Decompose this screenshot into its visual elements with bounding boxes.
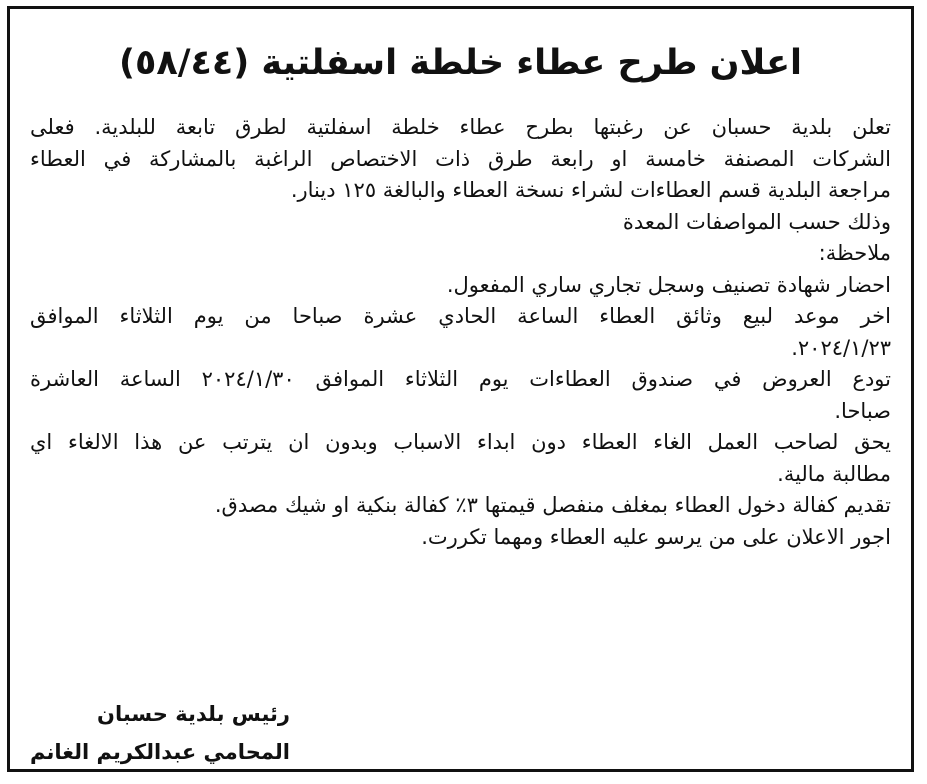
body-line-note-heading: ملاحظة: [818, 241, 891, 265]
body-line-deadline-date: ٢٠٢٤/١/٢٣. [791, 335, 891, 360]
signature-name: المحامي عبدالكريم الغانم [30, 740, 290, 764]
signature-block [30, 695, 290, 771]
signature-position: رئيس بلدية حسبان [97, 702, 290, 726]
body-line-guarantee: تقديم كفالة دخول العطاء بمغلف منفصل قيمتها ٣٪ كفالة بنكية او شيك مصدق. [214, 493, 891, 517]
announcement-frame [7, 6, 914, 772]
body-line-intro-3: مراجعة البلدية قسم العطاءات لشراء نسخة العطاء والبالغة ١٢٥ دينار. [290, 178, 891, 202]
body-line-specifications: وذلك حسب المواصفات المعدة [622, 209, 891, 234]
body-line-submission-time: صباحا. [834, 398, 891, 423]
body-line-submission: تودع العروض في صندوق العطاءات يوم الثلاثاء الموافق ٢٠٢٤/١/٣٠ الساعة العاشرة [30, 367, 891, 391]
body-line-fees: اجور الاعلان على من يرسو عليه العطاء ومهما تكررت. [421, 524, 891, 549]
body-line-intro-1: تعلن بلدية حسبان عن رغبتها بطرح عطاء خلطة اسفلتية لطرق تابعة للبلدية. فعلى [30, 115, 891, 139]
announcement-body [30, 112, 891, 553]
body-line-intro-2: الشركات المصنفة خامسة او رابعة طرق ذات الاختصاص الراغبة بالمشاركة في العطاء [30, 146, 891, 171]
body-line-certificate: احضار شهادة تصنيف وسجل تجاري ساري المفعول. [446, 272, 891, 297]
body-line-cancellation: يحق لصاحب العمل الغاء العطاء دون ابداء الاسباب وبدون ان يترتب عن هذا الالغاء اي [30, 430, 891, 454]
body-line-deadline: اخر موعد لبيع وثائق العطاء الساعة الحادي عشرة صباحا من يوم الثلاثاء الموافق [30, 304, 891, 328]
body-line-cancellation-end: مطالبة مالية. [777, 461, 891, 486]
announcement-title: اعلان طرح عطاء خلطة اسفلتية (٥٨/٤٤) [118, 43, 803, 83]
